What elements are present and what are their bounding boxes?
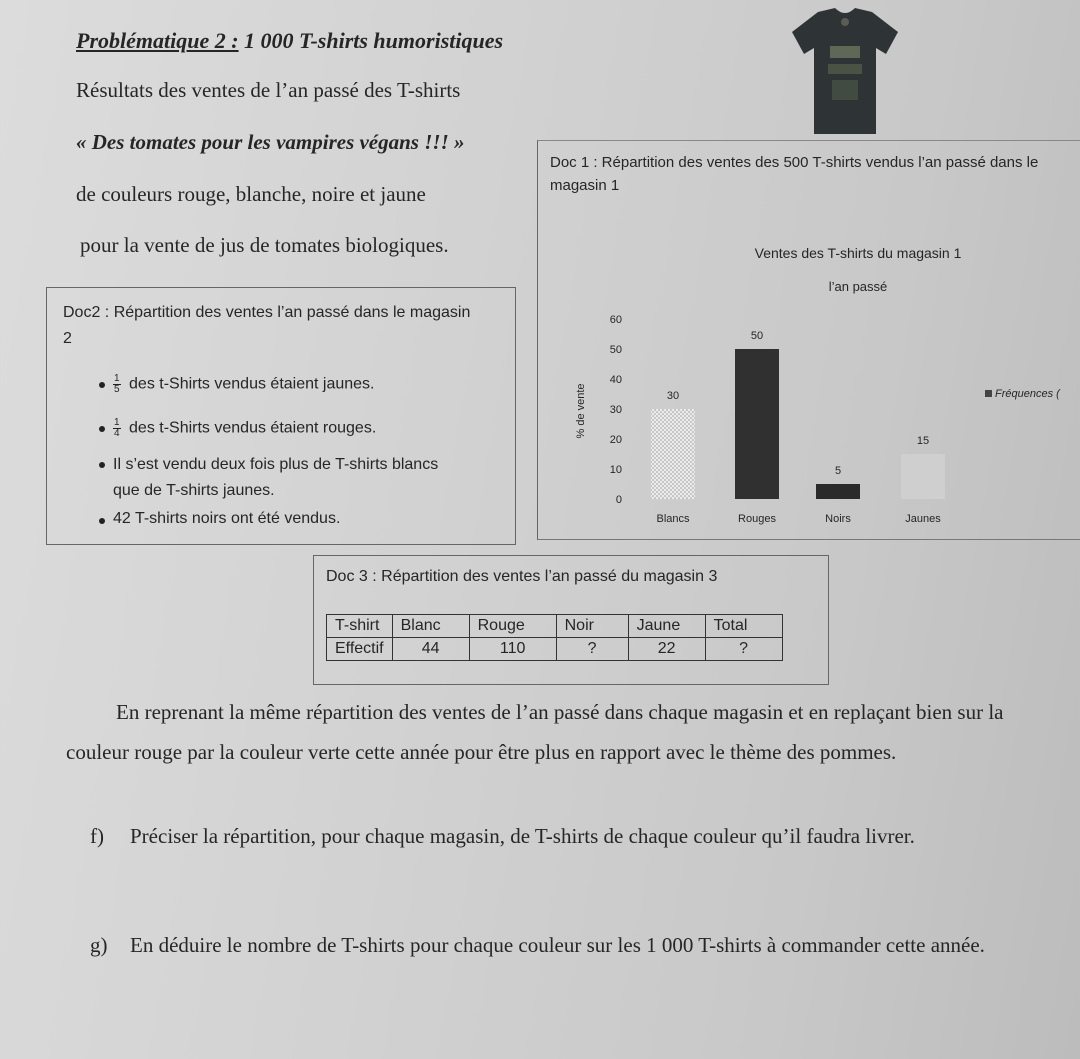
table-cell: Noir: [556, 615, 628, 638]
bar-value-label: 50: [750, 330, 764, 342]
doc3-title: Doc 3 : Répartition des ventes l’an passé du magasin 3: [326, 568, 718, 585]
juice-line: pour la vente de jus de tomates biologiques.: [80, 233, 449, 257]
fraction-denominator: 4: [114, 428, 120, 439]
legend-label: Fréquences (: [995, 388, 1060, 400]
bullet-dot: [99, 462, 105, 468]
category-label: Blancs: [656, 513, 690, 525]
table-cell: T-shirt: [327, 615, 393, 638]
tshirt-image: [790, 8, 900, 134]
table-cell: 110: [469, 638, 556, 661]
y-axis-label: % de vente: [575, 383, 587, 439]
bullet-text: des t-Shirts vendus étaient rouges.: [129, 419, 377, 437]
doc1-title: Doc 1 : Répartition des ventes des 500 T-shirts vendus l’an passé dans le magasin 1: [550, 154, 1039, 194]
fraction-denominator: 5: [114, 384, 120, 395]
instruction-paragraph: [66, 692, 1056, 772]
bar-rouges: [735, 349, 779, 499]
bullet-text: des t-Shirts vendus étaient jaunes.: [129, 375, 375, 393]
table-cell: Effectif: [327, 638, 393, 661]
table-cell: 22: [628, 638, 705, 661]
question-f-text: Préciser la répartition, pour chaque magasin, de T-shirts de chaque couleur qu’il faudra livrer.: [130, 824, 915, 848]
fraction-numerator: 1: [114, 417, 120, 428]
problem-title: [76, 28, 503, 54]
category-label: Rouges: [738, 513, 776, 525]
doc2-bullet-2: [113, 418, 376, 439]
bar-jaunes: [901, 454, 945, 499]
y-tick-label: 60: [609, 314, 622, 326]
problem-title-text: 1 000 T-shirts humoristiques: [244, 28, 504, 53]
bullet-text: 42 T-shirts noirs ont été vendus.: [113, 510, 341, 527]
category-label: Noirs: [825, 513, 851, 525]
table-cell: ?: [556, 638, 628, 661]
table-cell: Blanc: [392, 615, 469, 638]
y-tick-label: 10: [609, 464, 622, 476]
doc2-box: [46, 287, 516, 545]
bar-value-label: 5: [834, 465, 842, 477]
slogan: « Des tomates pour les vampires végans !!! »: [76, 130, 465, 154]
table-cell: Rouge: [469, 615, 556, 638]
y-tick-label: 30: [609, 404, 622, 416]
question-f: [90, 816, 1040, 856]
bar-noirs: [816, 484, 860, 499]
bar-value-label: 15: [916, 435, 930, 447]
question-f-label: f): [90, 824, 104, 848]
fraction-one-quarter: [113, 418, 121, 439]
table-row: [327, 638, 783, 661]
doc2-title: Doc2 : Répartition des ventes l’an passé dans le magasin 2: [63, 304, 471, 347]
table-cell: Jaune: [628, 615, 705, 638]
paragraph-text: En reprenant la même répartition des ventes de l’an passé dans chaque magasin et en replaçant bien sur la couleur rouge par la couleur verte cette année pour être plus en rapport avec le thème des pommes.: [66, 700, 1004, 764]
bar-value-label: 30: [666, 390, 680, 402]
bar-chart: [538, 141, 1080, 539]
bullet-dot: [99, 426, 105, 432]
table-cell: ?: [705, 638, 782, 661]
bullet-dot: [99, 518, 105, 524]
y-tick-label: 0: [615, 494, 622, 506]
doc1-box: [537, 140, 1080, 540]
problem-label: Problématique 2 :: [76, 28, 239, 53]
table-cell: 44: [392, 638, 469, 661]
chart-subtitle: l’an passé: [828, 279, 888, 294]
results-line: Résultats des ventes de l’an passé des T-shirts: [76, 78, 461, 102]
bar-blancs: [651, 409, 695, 499]
question-g-label: g): [90, 933, 108, 957]
doc2-bullet-1: [113, 374, 375, 395]
doc2-bullet-4: [113, 510, 340, 528]
doc2-bullet-3: [113, 452, 453, 504]
doc3-table: [326, 614, 783, 661]
category-label: Jaunes: [905, 513, 941, 525]
y-tick-label: 40: [609, 374, 622, 386]
question-g: [90, 925, 1040, 965]
colors-line: de couleurs rouge, blanche, noire et jaune: [76, 182, 426, 206]
table-header-row: [327, 615, 783, 638]
doc3-box: [313, 555, 829, 685]
y-tick-label: 20: [609, 434, 622, 446]
table-cell: Total: [705, 615, 782, 638]
y-tick-label: 50: [609, 344, 622, 356]
bullet-dot: [99, 382, 105, 388]
question-g-text: En déduire le nombre de T-shirts pour chaque couleur sur les 1 000 T-shirts à commander cette année.: [130, 933, 985, 957]
bullet-text: Il s’est vendu deux fois plus de T-shirts blancs que de T-shirts jaunes.: [113, 456, 439, 499]
legend-swatch: [985, 390, 992, 397]
fraction-one-fifth: [113, 374, 121, 395]
chart-title: Ventes des T-shirts du magasin 1: [754, 245, 962, 261]
fraction-numerator: 1: [114, 373, 120, 384]
